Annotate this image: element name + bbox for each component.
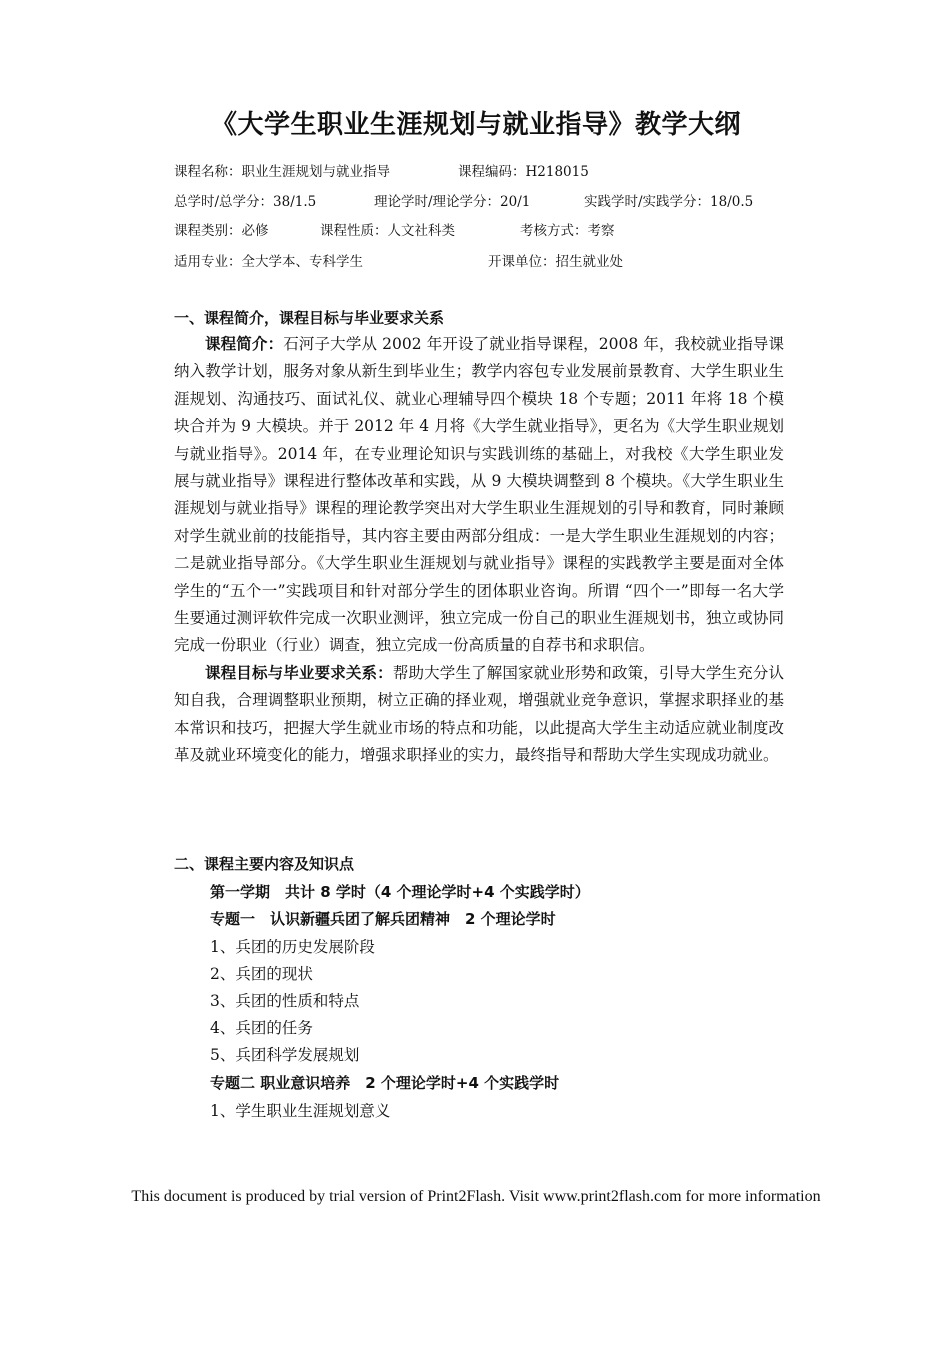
goal-text: 帮助大学生了解国家就业形势和政策，引导大学生充分认知自我，合理调整职业预期，树立正确的择业观，增强就业竞争意识，掌握求职择业的基本常识和技巧，把握大学生就业市场的特点和功能，以此提高大学生主动适应就业制度改革及就业环境变化的能力，增强求职择业的实力，最终指导和帮助大学生实现成功就业。 xyxy=(174,663,784,765)
course-category: 课程类别：必修 xyxy=(174,223,269,239)
topic-2-title: 专题二 职业意识培养 2 个理论学时+4 个实践学时 xyxy=(210,1074,560,1092)
document-title: 《大学生职业生涯规划与就业指导》教学大纲 xyxy=(210,110,741,140)
topic-1-item: 2、兵团的现状 xyxy=(210,965,313,983)
goal-label: 课程目标与毕业要求关系： xyxy=(205,663,393,682)
topic-2-item: 1、学生职业生涯规划意义 xyxy=(210,1102,391,1120)
applicable-major: 适用专业：全大学本、专科学生 xyxy=(174,254,363,270)
topic-1-title: 专题一 认识新疆兵团了解兵团精神 2 个理论学时 xyxy=(210,910,556,928)
intro-paragraph xyxy=(174,331,784,660)
course-name: 课程名称：职业生涯规划与就业指导 xyxy=(174,164,390,180)
offering-unit: 开课单位：招生就业处 xyxy=(488,254,623,270)
topic-1-item: 5、兵团科学发展规划 xyxy=(210,1046,360,1064)
section-1-heading: 一、课程简介，课程目标与毕业要求关系 xyxy=(174,309,445,327)
topic-1-item: 1、兵团的历史发展阶段 xyxy=(210,938,375,956)
goal-paragraph xyxy=(174,660,784,770)
theory-hours: 理论学时/理论学分：20/1 xyxy=(374,194,531,210)
assessment-method: 考核方式：考察 xyxy=(520,223,615,239)
semester-line: 第一学期 共计 8 学时（4 个理论学时+4 个实践学时） xyxy=(210,883,590,901)
practice-hours: 实践学时/实践学分：18/0.5 xyxy=(584,194,754,210)
topic-1-item: 3、兵团的性质和特点 xyxy=(210,992,360,1010)
intro-label: 课程简介： xyxy=(205,335,284,353)
section-2-heading: 二、课程主要内容及知识点 xyxy=(174,855,355,873)
course-nature: 课程性质：人文社科类 xyxy=(320,223,455,239)
course-code: 课程编码：H218015 xyxy=(458,164,589,180)
topic-1-item: 4、兵团的任务 xyxy=(210,1019,313,1037)
intro-text: 石河子大学从 2002 年开设了就业指导课程，2008 年，我校就业指导课纳入教学计划，服务对象从新生到毕业生；教学内容包专业发展前景教育、大学生职业生涯规划、沟通技巧、面试礼仪、就业心理辅导四个模块 18 个专题；2011 年将 18 个模块合并为 9 大模块。并于 2012 年 4 月将《大学生就业指导》，更名为《大学生职业规划与就业指导》。2014 年，在专业理论知识与实践训练的基础上，对我校《大学生职业发展与就业指导》课程进行整体改革和实践，从 9 大模块调整到 8 个模块。《大学生职业生涯规划与就业指导》课程的理论教学突出对大学生职业生涯规划的引导和教育，同时兼顾对学生就业前的技能指导，其内容主要由两部分组成：一是大学生职业生涯规划的内容；二是就业指导部分。《大学生职业生涯规划与就业指导》课程的实践教学主要是面对全体学生的“五个一”实践项目和针对部分学生的团体职业咨询。所谓 “四个一”即每一名大学生要通过测评软件完成一次职业测评，独立完成一份自己的职业生涯规划书，独立或协同完成一份职业（行业）调查，独立完成一份高质量的自荐书和求职信。 xyxy=(174,335,784,655)
section-1-body xyxy=(174,331,784,770)
total-hours: 总学时/总学分：38/1.5 xyxy=(174,194,317,210)
trial-footer: This document is produced by trial version of Print2Flash. Visit www.print2flash.com for more information xyxy=(131,1188,821,1205)
